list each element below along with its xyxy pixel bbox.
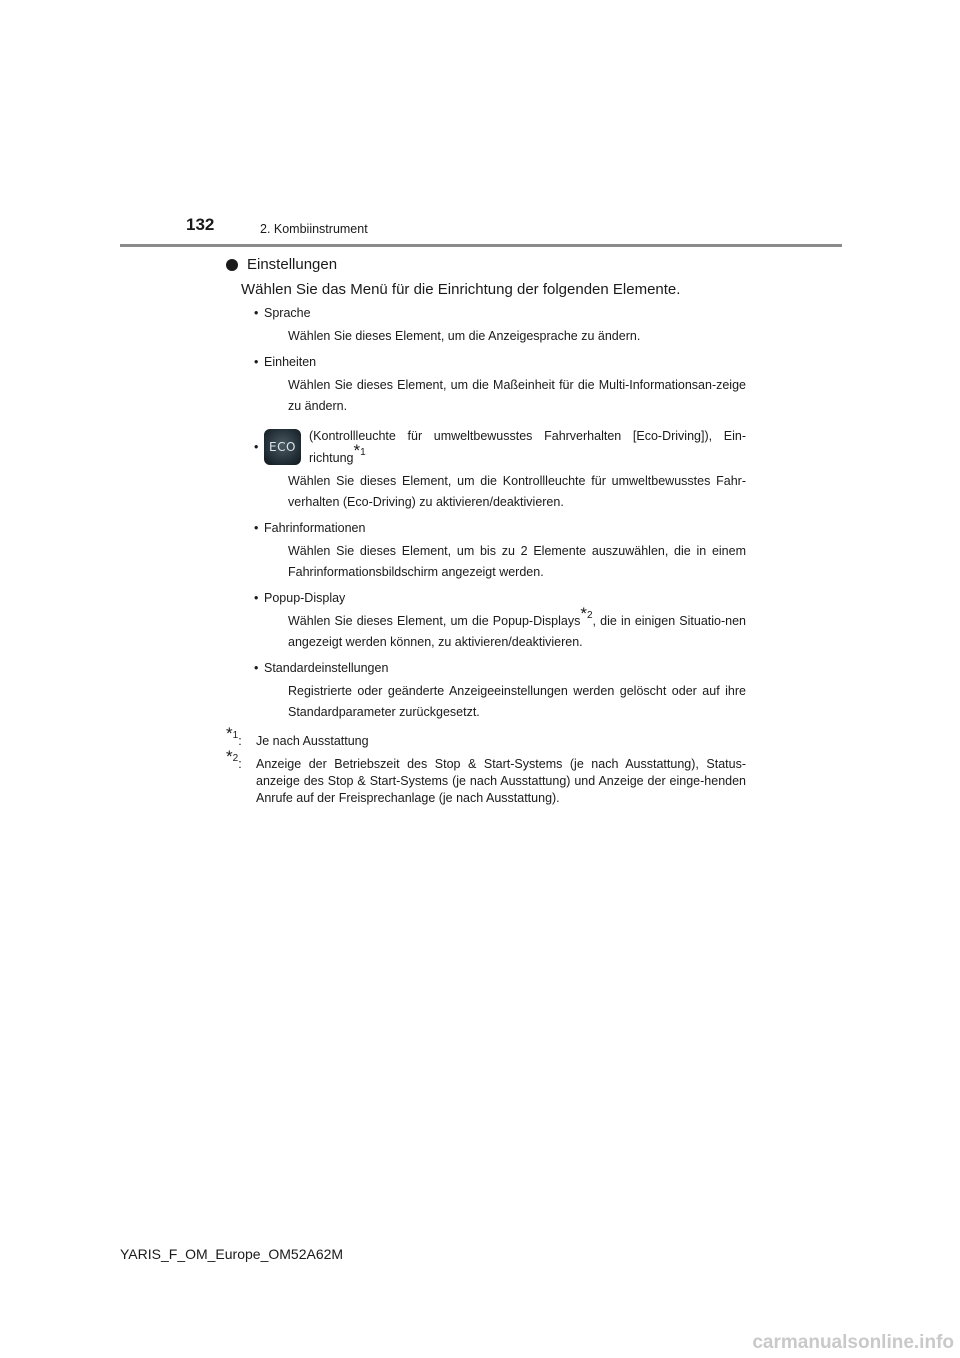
item-title: Sprache bbox=[264, 306, 311, 320]
item-title: Fahrinformationen bbox=[264, 521, 366, 535]
item-bullet-icon: • bbox=[254, 661, 259, 675]
document-id: YARIS_F_OM_Europe_OM52A62M bbox=[120, 1246, 344, 1262]
item-bullet-icon: • bbox=[254, 306, 259, 320]
item-description: Wählen Sie dieses Element, um die Kontrollleuchte für umweltbewusstes Fahr-verhalten (Eco-Driving) zu aktivieren/deaktivieren. bbox=[288, 474, 746, 509]
item-description: Wählen Sie dieses Element, um bis zu 2 Elemente auszuwählen, die in einem Fahrinformationsbildschirm angezeigt werden. bbox=[288, 544, 746, 579]
footnote-ref: 1 bbox=[360, 447, 366, 458]
content bbox=[226, 256, 746, 807]
list-item bbox=[254, 425, 746, 513]
chapter-title: 2. Kombiinstrument bbox=[260, 222, 368, 236]
section-heading bbox=[226, 256, 746, 273]
item-bullet-icon: • bbox=[254, 440, 259, 454]
footnote-ref: 2 bbox=[586, 610, 593, 621]
item-description: Wählen Sie dieses Element, um die Anzeigesprache zu ändern. bbox=[288, 329, 641, 343]
item-title bbox=[309, 425, 746, 469]
header-rule bbox=[120, 244, 842, 247]
list-item bbox=[254, 517, 746, 583]
page-number: 132 bbox=[186, 215, 215, 234]
item-bullet-icon: • bbox=[254, 591, 259, 605]
list-item bbox=[254, 587, 746, 653]
item-title: Einheiten bbox=[264, 355, 317, 369]
list-item bbox=[254, 302, 746, 347]
footnote-star: * bbox=[580, 604, 587, 623]
item-bullet-icon: • bbox=[254, 355, 259, 369]
desc-part: Wählen Sie dieses Element, um die Popup-Displays bbox=[288, 614, 581, 628]
section-intro: Wählen Sie das Menü für die Einrichtung der folgenden Elemente. bbox=[241, 281, 681, 298]
eco-indicator-icon: ECO bbox=[264, 429, 301, 465]
footnote-text: Je nach Ausstattung bbox=[256, 734, 369, 748]
footnote bbox=[226, 747, 746, 807]
section-heading-text: Einstellungen bbox=[247, 256, 338, 273]
bullet-dot-icon bbox=[226, 259, 238, 271]
item-description bbox=[288, 604, 746, 653]
item-bullet-icon: • bbox=[254, 521, 259, 535]
list-item bbox=[254, 351, 746, 417]
footnote-marker: *$^1$: bbox=[226, 724, 242, 748]
footnote-text: Anzeige der Betriebszeit des Stop & Start-Systems (je nach Ausstattung), Status-anzeige des Stop & Start-Systems (je nach Ausstattung) und Anzeige der einge-henden Anrufe auf der Freisprechanlage (je nach Ausstattung). bbox=[256, 757, 746, 805]
item-title: Popup-Display bbox=[264, 591, 346, 605]
watermark: carmanualsonline.info bbox=[752, 1332, 954, 1353]
footnote-star: * bbox=[353, 441, 361, 460]
item-title: Standardeinstellungen bbox=[264, 661, 389, 675]
item-description: Registrierte oder geänderte Anzeigeeinstellungen werden gelöscht oder auf ihre Standardparameter zurückgesetzt. bbox=[288, 684, 746, 719]
list-item bbox=[254, 657, 746, 723]
eco-title-text: (Kontrollleuchte für umweltbewusstes Fahrverhalten [Eco-Driving]), Ein-richtung bbox=[309, 429, 746, 465]
footnote-marker: *$^2$: bbox=[226, 747, 242, 771]
footnote bbox=[226, 724, 746, 750]
item-description: Wählen Sie dieses Element, um die Maßeinheit für die Multi-Informationsan-zeige zu ändern. bbox=[288, 378, 746, 413]
desc-part: , die in einigen Situatio-nen angezeigt werden können, zu aktivieren/deaktivieren. bbox=[288, 614, 746, 649]
